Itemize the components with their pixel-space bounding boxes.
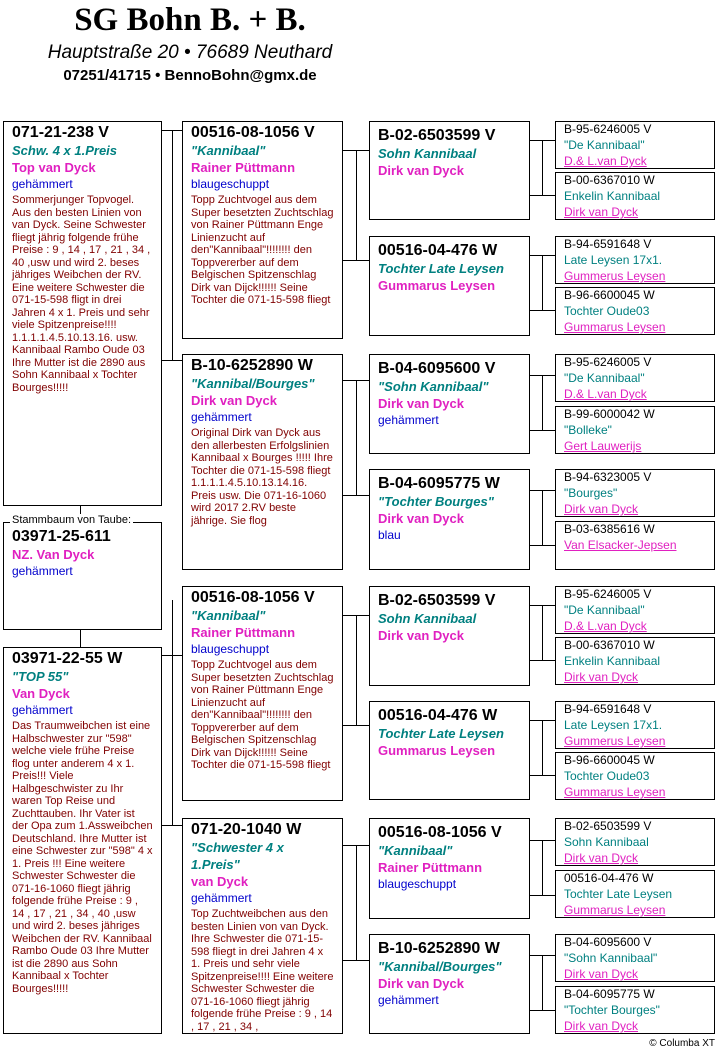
- ring-number: B-95-6246005 V: [564, 587, 652, 601]
- pigeon-note: Das Traumweibchen ist eine Halbschwester zur "598" welche viele frühe Preise flog unter anderem 4 x 1. Preis!!! Viele Halbgeschwister zu Ihr waren Top Reise und Zuchttauben. Ihr Vater ist der Opa zum 1.Assweibchen Deutschland. Ihre Mutter ist eine Schwester zur "598" 4 x 1. Preis !!! Eine weitere Schwester Schwester die 071-16-1060 fliegt jährig folgende frühe Preise : 9 , 14 , 17 , 21 , 34 , 40 ,usw und wird 2. beses jähriges Weibchen der RV. Kannibaal Rambo Oude 03 Ihre Mutter ist die 2890 aus Sohn Kannibaal x Tochter Bourges!!!!!: [12, 720, 153, 995]
- connector-line: [530, 545, 555, 546]
- copyright-footer: © Columba XT: [649, 1038, 715, 1049]
- breeder-name: Van Dyck: [12, 686, 70, 701]
- ring-number: B-10-6252890 W: [378, 940, 500, 957]
- pigeon-card-subject[interactable]: [3, 522, 162, 630]
- ring-number: B-00-6367010 W: [564, 173, 655, 187]
- breeder-name: Dirk van Dyck: [378, 396, 464, 411]
- connector-line: [356, 845, 357, 960]
- pigeon-name: Tochter Late Leysen: [378, 261, 504, 276]
- connector-line: [343, 495, 369, 496]
- ring-number: 00516-04-476 W: [378, 242, 498, 259]
- pigeon-color: blaugeschuppt: [378, 877, 457, 891]
- pigeon-name: "Kannibaal": [191, 143, 266, 158]
- pigeon-card-grandparent[interactable]: [182, 121, 343, 339]
- breeder-name: Gummarus Leysen: [378, 278, 496, 293]
- ring-number: B-04-6095600 V: [378, 360, 496, 377]
- pigeon-name: Enkelin Kannibaal: [564, 189, 661, 203]
- pigeon-color: blau: [378, 528, 401, 542]
- pigeon-color: gehämmert: [378, 413, 439, 427]
- pigeon-note: Top Zuchtweibchen aus den besten Linien von van Dyck. Ihre Schwester die 071-15-598 fliegt in drei Jahren 4 x 1. Preis und sehr viele Spitzenpreise!!!! Eine weitere Schwester Schwester die 071-16-1060 fliegt jährig folgende frühe Preise : 9 , 14 , 17 , 21 , 34 ,: [191, 908, 334, 1033]
- pigeon-card-ancestor[interactable]: [555, 637, 715, 685]
- pigeon-name: Tochter Oude03: [564, 769, 650, 783]
- breeder-name: Dirk van Dyck: [378, 163, 464, 178]
- connector-line: [542, 140, 543, 195]
- breeder-name: Gummarus Leysen: [378, 743, 496, 758]
- ring-number: 00516-04-476 W: [378, 707, 498, 724]
- connector-line: [542, 490, 543, 545]
- pigeon-card-great-grandparent[interactable]: [369, 469, 530, 570]
- breeder-name: Rainer Püttmann: [191, 160, 296, 175]
- connector-line: [356, 150, 357, 260]
- breeder-name: NZ. Van Dyck: [12, 547, 95, 562]
- pigeon-note: Original Dirk van Dyck aus den allerbesten Erfolgslinien Kannibaal x Bourges !!!!! Ihre Tochter die 071-15-598 fliegt 1.1.1.1.4.5.10.13.14.16. Preis usw. Die 071-16-1060 wird 2017 2.RV beste jährige. Sie flog: [191, 427, 333, 527]
- ring-number: B-04-6095775 W: [564, 987, 655, 1001]
- pigeon-name: Enkelin Kannibaal: [564, 654, 661, 668]
- breeder-name: Gert Lauwerijs: [564, 439, 642, 453]
- pigeon-card-great-grandparent[interactable]: [369, 701, 530, 800]
- pigeon-name: "De Kannibaal": [564, 603, 645, 617]
- pigeon-name: Sohn Kannibaal: [378, 146, 477, 161]
- pigeon-color: gehämmert: [191, 410, 252, 424]
- pigeon-card-grandparent[interactable]: [182, 818, 343, 1034]
- breeder-name: Dirk van Dyck: [191, 393, 277, 408]
- pigeon-name: "Sohn Kannibaal": [564, 951, 658, 965]
- breeder-name: Gummarus Leysen: [564, 785, 666, 799]
- connector-line: [356, 615, 357, 725]
- pigeon-name: "Tochter Bourges": [564, 1003, 660, 1017]
- pigeon-card-ancestor[interactable]: [555, 287, 715, 335]
- connector-line: [542, 955, 543, 1010]
- connector-line: [542, 255, 543, 310]
- connector-line: [172, 130, 173, 360]
- pigeon-card-great-grandparent[interactable]: [369, 121, 530, 220]
- ring-number: B-04-6095775 W: [378, 475, 500, 492]
- breeder-name: Dirk van Dyck: [564, 670, 639, 684]
- pigeon-name: "Kannibal/Bourges": [191, 376, 315, 391]
- pigeon-card-ancestor[interactable]: [555, 934, 715, 982]
- ring-number: 03971-25-611: [12, 528, 111, 545]
- pigeon-name: "TOP 55": [12, 669, 69, 684]
- pigeon-card-ancestor[interactable]: [555, 469, 715, 517]
- connector-line: [530, 660, 555, 661]
- pigeon-color: gehämmert: [191, 891, 252, 905]
- connector-line: [542, 720, 543, 775]
- connector-line: [162, 825, 182, 826]
- ring-number: B-02-6503599 V: [564, 819, 652, 833]
- ring-number: B-99-6000042 W: [564, 407, 655, 421]
- pigeon-color: gehämmert: [378, 993, 439, 1007]
- pigeon-card-great-grandparent[interactable]: [369, 934, 530, 1034]
- connector-line: [542, 605, 543, 660]
- pigeon-color: gehämmert: [12, 564, 73, 578]
- pigeon-card-ancestor[interactable]: [555, 236, 715, 284]
- ring-number: 00516-04-476 W: [564, 871, 654, 885]
- connector-line: [343, 260, 369, 261]
- pigeon-card-ancestor[interactable]: [555, 521, 715, 570]
- breeder-contact: 07251/41715 • BennoBohn@gmx.de: [63, 67, 317, 84]
- pigeon-name: "Kannibaal": [191, 608, 266, 623]
- pigeon-name: Tochter Late Leysen: [564, 887, 673, 901]
- pigeon-color: blaugeschuppt: [191, 642, 270, 656]
- connector-line: [542, 840, 543, 895]
- breeder-name: Dirk van Dyck: [564, 205, 639, 219]
- pigeon-card-great-grandparent[interactable]: [369, 354, 530, 454]
- breeder-name: Gummarus Leysen: [564, 320, 666, 334]
- pigeon-name: "Schwester 4 x 1.Preis": [191, 840, 284, 872]
- pigeon-name: Tochter Late Leysen: [378, 726, 504, 741]
- ring-number: 00516-08-1056 V: [191, 589, 315, 606]
- breeder-address: Hauptstraße 20 • 76689 Neuthard: [47, 42, 333, 63]
- breeder-name: D.& L.van Dyck: [564, 619, 647, 633]
- pigeon-color: gehämmert: [12, 703, 73, 717]
- ring-number: B-95-6246005 V: [564, 355, 652, 369]
- pigeon-name: Sohn Kannibaal: [378, 611, 477, 626]
- breeder-name: Gummarus Leysen: [564, 903, 666, 917]
- connector-line: [530, 310, 555, 311]
- breeder-name: Rainer Püttmann: [191, 625, 296, 640]
- breeder-name: Gummerus Leysen: [564, 269, 666, 283]
- ring-number: B-04-6095600 V: [564, 935, 652, 949]
- pigeon-card-great-grandparent[interactable]: [369, 818, 530, 919]
- pigeon-card-grandparent[interactable]: [182, 586, 343, 801]
- pigeon-name: "De Kannibaal": [564, 371, 645, 385]
- connector-line: [343, 725, 369, 726]
- breeder-title: SG Bohn B. + B.: [74, 2, 306, 38]
- breeder-name: Rainer Püttmann: [378, 860, 483, 875]
- pigeon-card-mother[interactable]: [3, 647, 162, 1034]
- connector-line: [530, 775, 555, 776]
- breeder-name: Dirk van Dyck: [564, 502, 639, 516]
- pigeon-card-ancestor[interactable]: [555, 406, 715, 454]
- pigeon-name: Sohn Kannibaal: [564, 835, 649, 849]
- pigeon-card-ancestor[interactable]: [555, 986, 715, 1034]
- ring-number: B-94-6323005 V: [564, 470, 652, 484]
- pigeon-name: Late Leysen 17x1.: [564, 253, 663, 267]
- pigeon-note: Topp Zuchtvogel aus dem Super besetzten Zuchtschlag von Rainer Püttmann Enge Linienzucht auf den"Kannibaal"!!!!!!!! den Toppvererber auf dem Belgischen Spitzenschlag Dirk van Dijck!!!!!! Seine Tochter die 071-15-598 fliegt: [191, 659, 334, 771]
- pigeon-name: "Tochter Bourges": [378, 494, 494, 509]
- connector-line: [356, 380, 357, 495]
- pigeon-note: Sommerjunger Topvogel. Aus den besten Linien von van Dyck. Seine Schwester fliegt jährig folgende frühe Preise : 9 , 14 , 17 , 21 , 34 , 40 ,usw und wird 2. beses jähriges Weibchen der RV. Eine weitere Schwester die 071-15-598 fligt in drei Jahren 4 x 1. Preis und sehr viele Spitzenpreise!!!! 1.1.1.1.4.5.10.13.16. usw. Kannibaal Rambo Oude 03 Ihre Mutter ist die 2890 aus Sohn Kannibaal x Tochter Bourges!!!!!: [12, 194, 151, 394]
- pigeon-card-ancestor[interactable]: [555, 586, 715, 634]
- connector-line: [542, 375, 543, 430]
- ring-number: B-94-6591648 V: [564, 237, 652, 251]
- breeder-name: Dirk van Dyck: [564, 967, 639, 981]
- breeder-name: Dirk van Dyck: [564, 851, 639, 865]
- ring-number: B-00-6367010 W: [564, 638, 655, 652]
- breeder-name: van Dyck: [191, 874, 249, 889]
- connector-line: [530, 195, 555, 196]
- pigeon-note: Topp Zuchtvogel aus dem Super besetzten Zuchtschlag von Rainer Püttmann Enge Linienzucht auf den"Kannibaal"!!!!!!!! den Toppvererber auf dem Belgischen Spitzenschlag Dirk van Dijck!!!!!! Seine Tochter die 071-15-598 fliegt: [191, 194, 334, 306]
- pigeon-card-father[interactable]: [3, 121, 162, 506]
- connector-line: [530, 1010, 555, 1011]
- ring-number: 00516-08-1056 V: [378, 824, 502, 841]
- pigeon-card-ancestor[interactable]: [555, 172, 715, 220]
- pigeon-name: "Kannibal/Bourges": [378, 959, 502, 974]
- pigeon-card-grandparent[interactable]: [182, 354, 343, 570]
- pigeon-card-ancestor[interactable]: [555, 121, 715, 169]
- pigeon-name: "Bourges": [564, 486, 618, 500]
- pigeon-name: "Bolleke": [564, 423, 612, 437]
- pigeon-card-ancestor[interactable]: [555, 818, 715, 866]
- breeder-name: Dirk van Dyck: [378, 628, 464, 643]
- ring-number: B-96-6600045 W: [564, 753, 655, 767]
- connector-line: [530, 430, 555, 431]
- pigeon-card-ancestor[interactable]: [555, 354, 715, 402]
- breeder-name: D.& L.van Dyck: [564, 154, 647, 168]
- breeder-name: Top van Dyck: [12, 160, 96, 175]
- ring-number: B-02-6503599 V: [378, 592, 496, 609]
- breeder-name: Gummerus Leysen: [564, 734, 666, 748]
- ring-number: 071-20-1040 W: [191, 821, 302, 838]
- pigeon-name: Late Leysen 17x1.: [564, 718, 663, 732]
- pedigree-label: Stammbaum von Taube:: [12, 514, 132, 526]
- breeder-name: Van Elsacker-Jepsen: [564, 538, 677, 552]
- breeder-name: Dirk van Dyck: [564, 1019, 639, 1033]
- pigeon-card-ancestor[interactable]: [555, 870, 715, 918]
- connector-line: [530, 895, 555, 896]
- pigeon-color: gehämmert: [12, 177, 73, 191]
- pigeon-color: blaugeschuppt: [191, 177, 270, 191]
- ring-number: B-96-6600045 W: [564, 288, 655, 302]
- ring-number: B-02-6503599 V: [378, 127, 496, 144]
- pigeon-card-great-grandparent[interactable]: [369, 236, 530, 336]
- ring-number: B-94-6591648 V: [564, 702, 652, 716]
- ring-number: B-95-6246005 V: [564, 122, 652, 136]
- pigeon-name: "Sohn Kannibaal": [378, 379, 489, 394]
- ring-number: B-10-6252890 W: [191, 357, 313, 374]
- connector-line: [172, 600, 173, 825]
- pigeon-name: "Kannibaal": [378, 843, 453, 858]
- pigeon-name: "De Kannibaal": [564, 138, 645, 152]
- connector-line: [343, 960, 369, 961]
- pigeon-name: Tochter Oude03: [564, 304, 650, 318]
- pigeon-card-ancestor[interactable]: [555, 752, 715, 800]
- pigeon-card-great-grandparent[interactable]: [369, 586, 530, 686]
- breeder-name: D.& L.van Dyck: [564, 387, 647, 401]
- pigeon-name: Schw. 4 x 1.Preis: [12, 143, 118, 158]
- ring-number: 00516-08-1056 V: [191, 124, 315, 141]
- ring-number: 071-21-238 V: [12, 124, 109, 141]
- breeder-name: Dirk van Dyck: [378, 976, 464, 991]
- pigeon-card-ancestor[interactable]: [555, 701, 715, 749]
- connector-line: [80, 630, 81, 647]
- connector-line: [162, 360, 182, 361]
- ring-number: B-03-6385616 W: [564, 522, 655, 536]
- breeder-name: Dirk van Dyck: [378, 511, 464, 526]
- ring-number: 03971-22-55 W: [12, 650, 123, 667]
